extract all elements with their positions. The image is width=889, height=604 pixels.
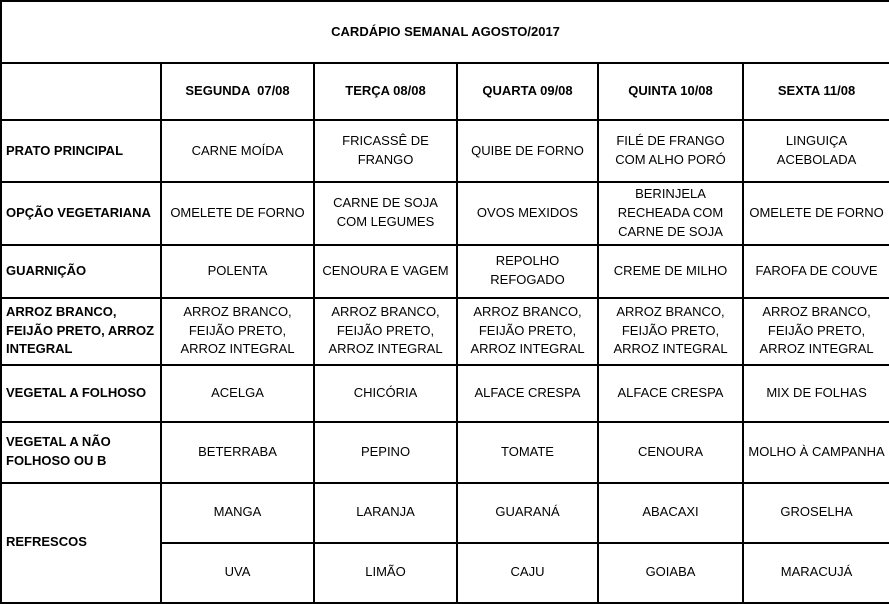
menu-cell: BETERRABA bbox=[161, 422, 314, 483]
menu-cell: FILÉ DE FRANGO COM ALHO PORÓ bbox=[598, 120, 743, 182]
table-row-arroz-feijao bbox=[1, 298, 889, 365]
menu-cell: MANGA bbox=[161, 483, 314, 543]
menu-cell: MOLHO À CAMPANHA bbox=[743, 422, 889, 483]
menu-cell: CARNE MOÍDA bbox=[161, 120, 314, 182]
menu-cell: OMELETE DE FORNO bbox=[743, 182, 889, 245]
table-row-refrescos-1 bbox=[1, 483, 889, 543]
row-label: PRATO PRINCIPAL bbox=[1, 120, 161, 182]
header-row bbox=[1, 63, 889, 120]
menu-cell: LIMÃO bbox=[314, 543, 457, 603]
menu-cell: UVA bbox=[161, 543, 314, 603]
row-label: ARROZ BRANCO, FEIJÃO PRETO, ARROZ INTEGRAL bbox=[1, 298, 161, 365]
menu-cell: PEPINO bbox=[314, 422, 457, 483]
row-label: VEGETAL A FOLHOSO bbox=[1, 365, 161, 422]
menu-cell: ACELGA bbox=[161, 365, 314, 422]
menu-cell: TOMATE bbox=[457, 422, 598, 483]
menu-cell: BERINJELA RECHEADA COM CARNE DE SOJA bbox=[598, 182, 743, 245]
menu-cell: CENOURA E VAGEM bbox=[314, 245, 457, 298]
menu-cell: FAROFA DE COUVE bbox=[743, 245, 889, 298]
page-title: CARDÁPIO SEMANAL AGOSTO/2017 bbox=[1, 1, 889, 63]
menu-cell: GOIABA bbox=[598, 543, 743, 603]
menu-cell: CHICÓRIA bbox=[314, 365, 457, 422]
menu-cell: CREME DE MILHO bbox=[598, 245, 743, 298]
menu-cell: ARROZ BRANCO, FEIJÃO PRETO, ARROZ INTEGRAL bbox=[314, 298, 457, 365]
menu-cell: ARROZ BRANCO, FEIJÃO PRETO, ARROZ INTEGRAL bbox=[598, 298, 743, 365]
day-header-sexta: SEXTA 11/08 bbox=[743, 63, 889, 120]
table-row-vegetal-nao-folhoso bbox=[1, 422, 889, 483]
menu-cell: OMELETE DE FORNO bbox=[161, 182, 314, 245]
menu-cell: GUARANÁ bbox=[457, 483, 598, 543]
menu-cell: POLENTA bbox=[161, 245, 314, 298]
menu-cell: ALFACE CRESPA bbox=[457, 365, 598, 422]
menu-cell: FRICASSÊ DE FRANGO bbox=[314, 120, 457, 182]
menu-cell: MIX DE FOLHAS bbox=[743, 365, 889, 422]
day-header-quarta: QUARTA 09/08 bbox=[457, 63, 598, 120]
day-header-terca: TERÇA 08/08 bbox=[314, 63, 457, 120]
menu-cell: CARNE DE SOJA COM LEGUMES bbox=[314, 182, 457, 245]
menu-cell: MARACUJÁ bbox=[743, 543, 889, 603]
menu-cell: ABACAXI bbox=[598, 483, 743, 543]
menu-cell: QUIBE DE FORNO bbox=[457, 120, 598, 182]
menu-cell: ARROZ BRANCO, FEIJÃO PRETO, ARROZ INTEGRAL bbox=[457, 298, 598, 365]
menu-cell: CAJU bbox=[457, 543, 598, 603]
table-row-vegetal-folhoso bbox=[1, 365, 889, 422]
menu-cell: OVOS MEXIDOS bbox=[457, 182, 598, 245]
title-row bbox=[1, 1, 889, 63]
menu-cell: ARROZ BRANCO, FEIJÃO PRETO, ARROZ INTEGRAL bbox=[743, 298, 889, 365]
table-row-guarnicao bbox=[1, 245, 889, 298]
menu-cell: LINGUIÇA ACEBOLADA bbox=[743, 120, 889, 182]
row-label: REFRESCOS bbox=[1, 483, 161, 603]
menu-cell: ARROZ BRANCO, FEIJÃO PRETO, ARROZ INTEGRAL bbox=[161, 298, 314, 365]
menu-cell: LARANJA bbox=[314, 483, 457, 543]
menu-cell: ALFACE CRESPA bbox=[598, 365, 743, 422]
row-label: GUARNIÇÃO bbox=[1, 245, 161, 298]
empty-corner-cell bbox=[1, 63, 161, 120]
menu-cell: CENOURA bbox=[598, 422, 743, 483]
day-header-quinta: QUINTA 10/08 bbox=[598, 63, 743, 120]
row-label: OPÇÃO VEGETARIANA bbox=[1, 182, 161, 245]
menu-cell: REPOLHO REFOGADO bbox=[457, 245, 598, 298]
table-row-opcao-vegetariana bbox=[1, 182, 889, 245]
day-header-segunda: SEGUNDA 07/08 bbox=[161, 63, 314, 120]
row-label: VEGETAL A NÃO FOLHOSO OU B bbox=[1, 422, 161, 483]
menu-cell: GROSELHA bbox=[743, 483, 889, 543]
table-row-prato-principal bbox=[1, 120, 889, 182]
